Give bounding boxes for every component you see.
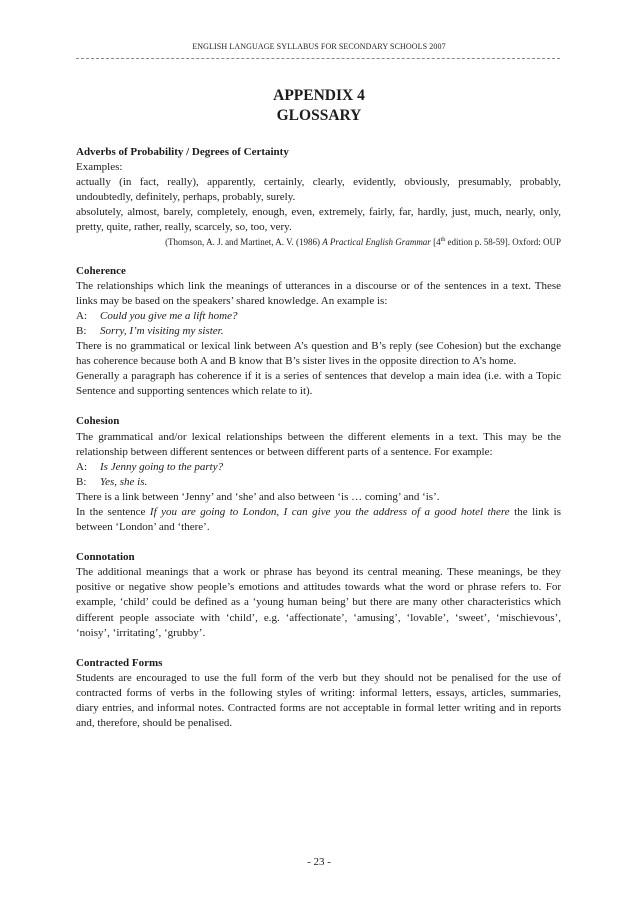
entry-heading: Coherence <box>76 264 126 277</box>
adverb-list-probability: actually (in fact, really), apparently, certainly, clearly, evidently, obviously, presumably, probably, undoubtedly, definitely, perhaps, probably, surely. <box>76 176 561 204</box>
utterance: Is Jenny going to the party? <box>100 460 224 473</box>
appendix-title: APPENDIX 4 <box>273 87 365 104</box>
definition: The grammatical and/or lexical relationships between the different elements in a text. This may be the relationship between different sentences or between different parts of a sentence. For example: <box>76 430 561 458</box>
adverb-list-degree: absolutely, almost, barely, completely, enough, even, extremely, fairly, far, hardly, just, much, nearly, only, pretty, quite, rather, really, scarcely, so, too, very. <box>76 206 561 234</box>
dialogue-line-a <box>76 460 561 475</box>
reference-citation <box>76 236 561 249</box>
examples-label: Examples: <box>76 161 123 174</box>
speaker-label: B: <box>76 475 87 488</box>
explanation <box>76 505 561 535</box>
entry-contracted-forms <box>76 656 561 731</box>
speaker-label: A: <box>76 309 87 322</box>
definition: The additional meanings that a work or phrase has beyond its central meaning. These meanings, be they positive or negative show people’s emotions and attitudes towards what the word or phrase refers to. For example, ‘child’ could be defined as a ‘young human being’ but there are many other characteristics which different people associate with ‘child’, e.g. ‘affectionate’, ‘amusing’, ‘lovable’, ‘sweet’, ‘mischievous’, ‘noisy’, ‘irritating’, ‘grubby’. <box>76 566 561 639</box>
dialogue-line-b <box>76 324 561 339</box>
header-rule <box>76 58 560 59</box>
dialogue-line-b <box>76 475 561 490</box>
ref-authors: (Thomson, A. J. and Martinet, A. V. (1986) <box>165 236 320 247</box>
page-number: - 23 - <box>307 856 331 868</box>
entry-coherence <box>76 264 561 400</box>
entry-adverbs <box>76 145 561 249</box>
entry-heading: Connotation <box>76 551 135 564</box>
entry-heading: Contracted Forms <box>76 656 163 669</box>
speaker-label: B: <box>76 324 87 337</box>
explanation: There is a link between ‘Jenny’ and ‘she’ and also between ‘is … coming’ and ‘is’. <box>76 490 440 503</box>
ref-edition: [4 <box>433 236 441 247</box>
ref-publisher: edition p. 58-59]. Oxford: OUP <box>447 236 561 247</box>
entry-heading: Adverbs of Probability / Degrees of Certainty <box>76 146 289 158</box>
definition: Students are encouraged to use the full form of the verb but they should not be penalised for the use of contracted forms of verbs in the following styles of writing: informal letters, essays, articles, summaries, diary entries, and informal notes. Contracted forms are not acceptable in formal letter writing and in reports and, therefore, should be penalised. <box>76 671 561 730</box>
entry-heading: Cohesion <box>76 415 120 428</box>
definition: The relationships which link the meanings of utterances in a discourse or of the sentences in a text. These links may be based on the speakers’ shared knowledge. An example is: <box>76 279 561 307</box>
dialogue-line-a <box>76 309 561 324</box>
running-header: ENGLISH LANGUAGE SYLLABUS FOR SECONDARY SCHOOLS 2007 <box>192 42 446 51</box>
sentence-outro: the link is between ‘London’ and ‘there’. <box>76 505 562 534</box>
example-sentence: If you are going to London, I can give you the address of a good hotel there <box>149 505 510 518</box>
utterance: Yes, she is. <box>100 475 148 488</box>
explanation: There is no grammatical or lexical link between A’s question and B’s reply (see Cohesion) but the exchange has coherence because both A and B know that B’s sister lives in the opposite direction to A’s home. <box>76 340 561 368</box>
sentence-intro: In the sentence <box>76 505 146 518</box>
entry-cohesion <box>76 414 561 535</box>
glossary-body <box>76 145 561 746</box>
utterance: Sorry, I’m visiting my sister. <box>100 324 224 337</box>
page-title <box>0 86 638 126</box>
speaker-label: A: <box>76 460 87 473</box>
glossary-title: GLOSSARY <box>276 107 362 124</box>
utterance: Could you give me a lift home? <box>100 309 238 322</box>
entry-connotation <box>76 550 561 641</box>
ref-edition-sup: th <box>440 236 446 243</box>
ref-title: A Practical English Grammar <box>322 236 431 247</box>
explanation: Generally a paragraph has coherence if it is a series of sentences that develop a main idea (i.e. with a Topic Sentence and supporting sentences which relate to it). <box>76 370 561 398</box>
